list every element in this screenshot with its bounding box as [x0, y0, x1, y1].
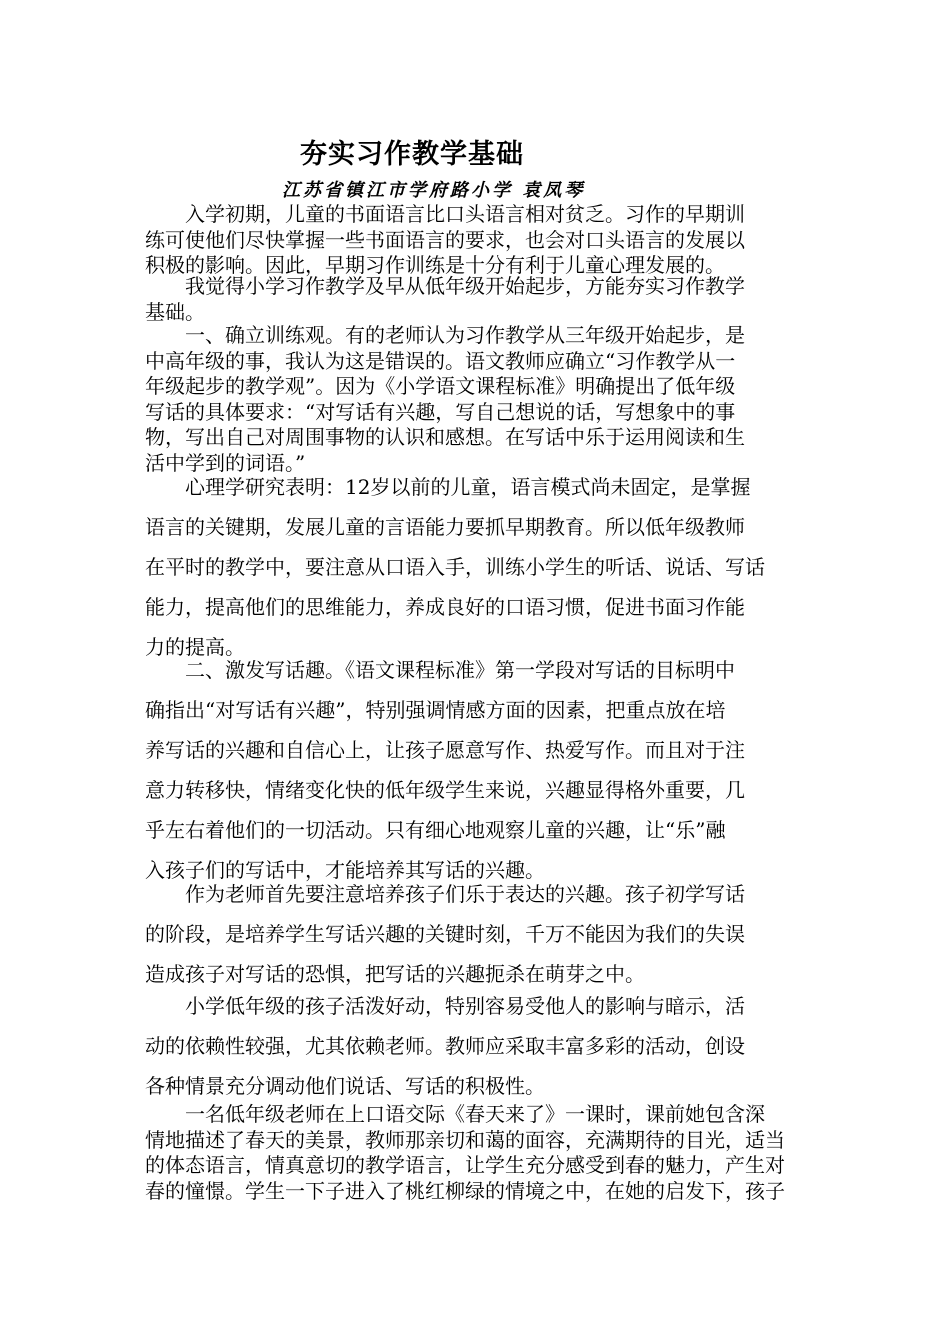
text-line: 写话的具体要求：“对写话有兴趣，写自己想说的话，写想象中的事: [145, 399, 736, 424]
text-line: 中高年级的事，我认为这是错误的。语文教师应确立“习作教学从一: [145, 348, 736, 373]
text-line: 能力，提高他们的思维能力，养成良好的口语习惯，促进书面习作能: [145, 595, 745, 619]
text-line: 入孩子们的写话中，才能培养其写话的兴趣。: [145, 858, 545, 882]
text-line: 二、激发写话趣。《语文课程标准》第一学段对写话的目标明中: [145, 658, 735, 682]
text-line: 我觉得小学习作教学及早从低年级开始起步，方能夯实习作教学: [145, 274, 745, 298]
paragraph-8: [145, 1102, 785, 1204]
text-line: 确指出“对写话有兴趣”，特别强调情感方面的因素，把重点放在培: [145, 698, 726, 722]
text-line: 乎左右着他们的一切活动。只有细心地观察儿童的兴趣，让“乐”融: [145, 818, 726, 842]
page-title: 夯实习作教学基础: [300, 139, 524, 170]
text-line: 积极的影响。因此，早期习作训练是十分有利于儿童心理发展的。: [145, 253, 725, 277]
paragraph-3: [145, 323, 745, 476]
paragraph-7: [145, 986, 745, 1106]
text-line: 心理学研究表明：12岁以前的儿童，语言模式尚未固定，是掌握: [145, 475, 751, 499]
text-line: 入学初期，儿童的书面语言比口头语言相对贫乏。习作的早期训: [145, 202, 745, 226]
text-line: 一名低年级老师在上口语交际《春天来了》一课时，课前她包含深: [145, 1102, 765, 1126]
text-line: 的体态语言，情真意切的教学语言，让学生充分感受到春的魅力，产生对: [145, 1153, 785, 1177]
text-line: 年级起步的教学观”。因为《小学语文课程标准》明确提出了低年级: [145, 374, 736, 398]
paragraph-4: [145, 467, 765, 667]
text-line: 的阶段，是培养学生写话兴趣的关键时刻，千万不能因为我们的失误: [145, 922, 745, 946]
text-line: 基础。: [145, 299, 205, 324]
text-line: 力的提高。: [145, 635, 245, 659]
text-line: 在平时的教学中，要注意从口语入手，训练小学生的听话、说话、写话: [145, 555, 765, 579]
paragraph-1: [145, 202, 745, 279]
text-line: 情地描述了春天的美景，教师那亲切和蔼的面容，充满期待的目光，适当: [145, 1127, 785, 1152]
paragraph-6: [145, 874, 745, 994]
paragraph-2: [145, 274, 745, 325]
text-line: 造成孩子对写话的恐惧，把写话的兴趣扼杀在萌芽之中。: [145, 962, 645, 986]
text-line: 意力转移快，情绪变化快的低年级学生来说，兴趣显得格外重要，几: [145, 778, 745, 802]
text-line: 小学低年级的孩子活泼好动，特别容易受他人的影响与暗示，活: [145, 994, 745, 1018]
text-line: 各种情景充分调动他们说话、写话的积极性。: [145, 1074, 545, 1098]
text-line: 一、确立训练观。有的老师认为习作教学从三年级开始起步，是: [145, 323, 745, 347]
paragraph-5: [145, 650, 745, 890]
author-line: 江苏省镇江市学府路小学 袁凤琴: [282, 180, 586, 201]
text-line: 养写话的兴趣和自信心上，让孩子愿意写作、热爱写作。而且对于注: [145, 738, 745, 762]
text-line: 练可使他们尽快掌握一些书面语言的要求，也会对口头语言的发展以: [145, 227, 745, 252]
text-line: 语言的关键期，发展儿童的言语能力要抓早期教育。所以低年级教师: [145, 515, 745, 539]
text-line: 物，写出自己对周围事物的认识和感想。在写话中乐于运用阅读和生: [145, 425, 745, 449]
text-line: 活中学到的词语。”: [145, 450, 306, 475]
text-line: 春的憧憬。学生一下子进入了桃红柳绿的情境之中，在她的启发下，孩子: [145, 1178, 785, 1203]
text-line: 作为老师首先要注意培养孩子们乐于表达的兴趣。孩子初学写话: [145, 882, 745, 906]
text-line: 动的依赖性较强，尤其依赖老师。教师应采取丰富多彩的活动，创设: [145, 1034, 745, 1058]
